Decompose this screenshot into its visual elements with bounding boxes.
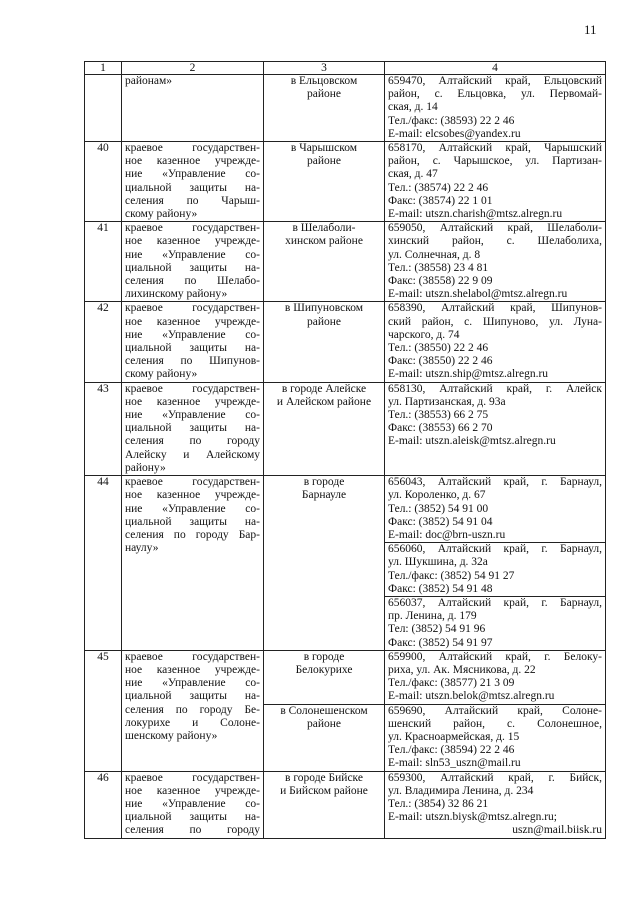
header-row bbox=[85, 62, 606, 75]
table-row bbox=[85, 771, 606, 838]
address: 659900, Алтайский край, г. Белоку- риха, ул. Ак. Мясникова, д. 22 Тел./факс: (38577) 21 3 09 E-mail: utszn.belok@mtsz.alregn.ru bbox=[385, 650, 606, 704]
location: в Солонешенском районе bbox=[264, 704, 385, 771]
address: 658170, Алтайский край, Чарышский район, с. Чарышское, ул. Партизан- ская, д. 47 Тел.: (38574) 22 2 46 Факс: (38574) 22 1 01 E-mail: utszn.charish@mtsz.alregn.ru bbox=[385, 142, 606, 222]
institutions-table bbox=[84, 61, 606, 839]
address: 658130, Алтайский край, г. Алейск ул. Партизанская, д. 93а Тел.: (38553) 66 2 75 Факс: (38553) 66 2 70 E-mail: utszn.aleisk@mtsz.alregn.ru bbox=[385, 382, 606, 475]
address: 659300, Алтайский край, г. Бийск, ул. Владимира Ленина, д. 234 Тел.: (3854) 32 86 21 E-mail: utszn.biysk@mtsz.alregn.ru; uszn@mail.biisk.ru bbox=[385, 771, 606, 838]
row-number: 41 bbox=[85, 222, 122, 302]
table-row bbox=[85, 222, 606, 302]
location: в Ельцовском районе bbox=[264, 75, 385, 142]
page-number: 11 bbox=[584, 22, 597, 37]
header-cell: 2 bbox=[122, 62, 264, 75]
address: 658390, Алтайский край, Шипунов- ский район, с. Шипуново, ул. Луна- чарского, д. 74 Тел.: (38550) 22 2 46 Факс: (38550) 22 2 46 E-mail: utszn.ship@mtsz.alregn.ru bbox=[385, 302, 606, 382]
table-row bbox=[85, 75, 606, 142]
org-name: краевое государствен- ное казенное учрежде- ние «Управление со- циальной защиты на- селения по Чарыш- скому району» bbox=[122, 142, 264, 222]
row-number: 45 bbox=[85, 650, 122, 771]
location: в городе Барнауле bbox=[264, 476, 385, 651]
org-name: краевое государствен- ное казенное учрежде- ние «Управление со- циальной защиты на- селения по городу bbox=[122, 771, 264, 838]
org-name: краевое государствен- ное казенное учрежде- ние «Управление со- циальной защиты на- селения по городу Бар- наулу» bbox=[122, 476, 264, 651]
location: в городе Алейске и Алейском районе bbox=[264, 382, 385, 475]
address: 656060, Алтайский край, г. Барнаул, ул. Шукшина, д. 32а Тел./факс: (3852) 54 91 27 Факс: (3852) 54 91 48 bbox=[385, 543, 606, 597]
address: 656037, Алтайский край, г. Барнаул, пр. Ленина, д. 179 Тел: (3852) 54 91 96 Факс: (3852) 54 91 97 bbox=[385, 596, 606, 650]
row-number: 46 bbox=[85, 771, 122, 838]
location: в городе Белокурихе bbox=[264, 650, 385, 704]
table-row bbox=[85, 142, 606, 222]
address: 659470, Алтайский край, Ельцовский район, с. Ельцовка, ул. Первомай- ская, д. 14 Тел./факс: (38593) 22 2 46 E-mail: elcsobes@yandex.ru bbox=[385, 75, 606, 142]
org-name: краевое государствен- ное казенное учрежде- ние «Управление со- циальной защиты на- селения по городу Бе- локурихе и Солоне- шенскому району» bbox=[122, 650, 264, 771]
address: 659690, Алтайский край, Солоне- шенский район, с. Солонешное, ул. Красноармейская, д. 15 Тел./факс: (38594) 22 2 46 E-mail: sln53_uszn@mail.ru bbox=[385, 704, 606, 771]
location: в городе Бийске и Бийском районе bbox=[264, 771, 385, 838]
row-number bbox=[85, 75, 122, 142]
row-number: 43 bbox=[85, 382, 122, 475]
row-number: 42 bbox=[85, 302, 122, 382]
table-row bbox=[85, 476, 606, 543]
header-cell: 1 bbox=[85, 62, 122, 75]
header-cell: 3 bbox=[264, 62, 385, 75]
table-row bbox=[85, 650, 606, 704]
table-row bbox=[85, 382, 606, 475]
location: в Шелаболи- хинском районе bbox=[264, 222, 385, 302]
location: в Чарышском районе bbox=[264, 142, 385, 222]
org-name: районам» bbox=[122, 75, 264, 142]
row-number: 40 bbox=[85, 142, 122, 222]
org-name: краевое государствен- ное казенное учрежде- ние «Управление со- циальной защиты на- селения по Шелабо- лихинскому району» bbox=[122, 222, 264, 302]
row-number: 44 bbox=[85, 476, 122, 651]
org-name: краевое государствен- ное казенное учрежде- ние «Управление со- циальной защиты на- селения по Шипунов- скому району» bbox=[122, 302, 264, 382]
address: 656043, Алтайский край, г. Барнаул, ул. Короленко, д. 67 Тел.: (3852) 54 91 00 Факс: (3852) 54 91 04 E-mail: doc@brn-uszn.ru bbox=[385, 476, 606, 543]
location: в Шипуновском районе bbox=[264, 302, 385, 382]
org-name: краевое государствен- ное казенное учрежде- ние «Управление со- циальной защиты на- селения по городу Алейску и Алейскому району» bbox=[122, 382, 264, 475]
address: 659050, Алтайский край, Шелаболи- хинский район, с. Шелаболиха, ул. Солнечная, д. 8 Тел.: (38558) 23 4 81 Факс: (38558) 22 9 09 E-mail: utszn.shelabol@mtsz.alregn.ru bbox=[385, 222, 606, 302]
table-row bbox=[85, 302, 606, 382]
header-cell: 4 bbox=[385, 62, 606, 75]
